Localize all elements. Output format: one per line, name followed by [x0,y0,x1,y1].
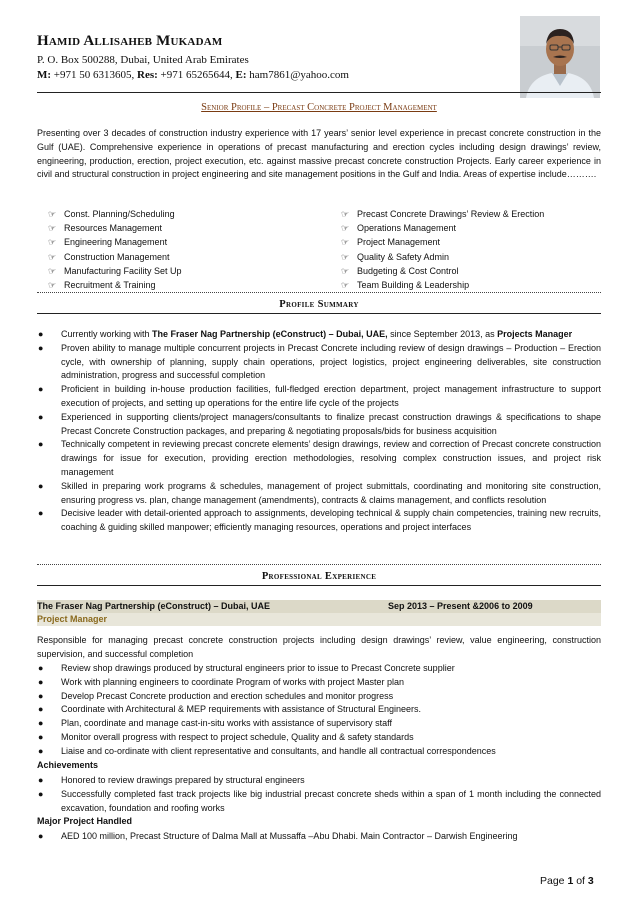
duty-text: Coordinate with Architectural & MEP requirements with assistance of Structural Engineers. [61,704,421,715]
expertise-label: Recruitment & Training [64,280,156,291]
bullet-icon: ● [38,690,44,701]
expertise-label: Construction Management [64,251,170,262]
expertise-label: Const. Planning/Scheduling [64,209,175,219]
email-address: ham7861@yahoo.com [249,69,349,81]
achievements-list [37,774,601,815]
list-item [37,507,601,535]
section-divider [37,564,601,565]
expertise-label: Operations Management [357,223,457,234]
duty-text: Monitor overall progress with respect to project schedule, Quality and & safety standards [61,731,414,742]
list-item [37,662,601,676]
res-label: Res: [137,69,158,81]
achievements-heading: Achievements [37,760,99,770]
email-label: E: [235,69,247,81]
intro-paragraph: Presenting over 3 decades of construction industry experience with 17 years’ senior level experience in precast concrete construction in the Gulf (UAE). Comprehensive experience in operations of precast manufacturing and erection cycles including design drawings’ review, engineering, production, erection, project execution, etc. against massive precast concrete construction Projects. Early career experience in civil and structural construction in project engineering and site management positions in the Gulf and India. Areas of expertise include………. [37,128,601,180]
bullet-icon: ● [38,508,44,519]
list-item [48,235,182,249]
list-item [37,690,601,704]
total-pages: 3 [587,875,594,887]
summary-text: since September 2013, as [387,329,498,339]
major-project-heading: Major Project Handled [37,816,133,826]
duty-text: Plan, coordinate and manage cast-in-situ works with assistance of supervisory staff [61,718,392,729]
bullet-icon: ● [38,831,44,841]
expertise-label: Budgeting & Cost Control [357,265,459,276]
section-divider [37,292,601,293]
pointing-hand-icon: ☞ [341,209,350,219]
bullet-icon: ● [38,411,44,422]
duty-text: Liaise and co-ordinate with client representative and consultants, and handle all contractual correspondences [61,745,496,756]
job-summary: Responsible for managing precast concrete construction projects including design drawings’ review, value engineering, construction supervision, and successful completion [37,635,601,659]
list-item [48,221,182,235]
summary-text: Currently working with [61,329,153,339]
list-item [48,207,182,221]
list-item [37,342,601,383]
summary-text: Skilled in preparing work programs & schedules, management of project submittals, coordinating and monitoring site construction, ensuring progress vs. plan, change management (amendments), contracts & claims management, and conflicts resolution [61,480,601,505]
list-item [37,830,601,844]
pointing-hand-icon: ☞ [341,237,350,248]
job-company: The Fraser Nag Partnership (eConstruct) – Dubai, UAE [37,601,271,611]
of-word: of [576,875,585,887]
list-item [341,207,544,221]
achievement-text: Honored to review drawings prepared by structural engineers [61,775,305,785]
section-rule [37,585,601,586]
expertise-label: Manufacturing Facility Set Up [64,265,182,276]
header-divider [37,92,601,93]
list-item [37,788,601,816]
expertise-label: Quality & Safety Admin [357,251,450,262]
expertise-list-left [48,207,182,292]
pointing-hand-icon: ☞ [48,209,57,219]
expertise-label: Resources Management [64,223,163,234]
bullet-icon: ● [38,480,44,491]
major-project-text: AED 100 million, Precast Structure of Dalma Mall at Mussaffa –Abu Dhabi. Main Contractor – Darwish Engineering [61,831,518,841]
bullet-icon: ● [38,718,44,729]
person-photo-icon [520,16,600,98]
res-number: +971 65265644, [160,69,233,81]
pointing-hand-icon: ☞ [341,251,350,262]
bullet-icon: ● [38,384,44,395]
pointing-hand-icon: ☞ [48,251,57,262]
job-duties-list [37,662,601,759]
job-header [37,600,601,613]
list-item [37,328,601,342]
experience-title: Professional Experience [261,571,377,582]
duty-text: Work with planning engineers to coordinate Program of works with project Master plan [61,676,404,687]
summary-role: Projects Manager [497,329,573,339]
list-item [37,703,601,717]
pointing-hand-icon: ☞ [48,223,57,234]
expertise-label: Precast Concrete Drawings’ Review & Erection [357,209,545,219]
duty-text: Develop Precast Concrete production and erection schedules and monitor progress [61,690,394,701]
profile-summary-title: Profile Summary [279,299,359,310]
bullet-icon: ● [38,731,44,742]
pointing-hand-icon: ☞ [341,265,350,276]
list-item [37,480,601,508]
list-item [37,676,601,690]
bullet-icon: ● [38,329,44,339]
pointing-hand-icon: ☞ [341,280,350,291]
pointing-hand-icon: ☞ [48,280,57,291]
mobile-label: M: [37,69,52,81]
job-role: Project Manager [37,613,601,626]
job-dates: Sep 2013 – Present &2006 to 2009 [388,601,533,611]
section-rule [37,313,601,314]
expertise-label: Engineering Management [64,237,168,248]
list-item [37,411,601,439]
list-item [37,774,601,788]
profile-title: Senior Profile – Precast Concrete Project Management [201,102,437,113]
list-item [37,383,601,411]
list-item [341,221,544,235]
bullet-icon: ● [38,439,44,450]
summary-text: Decisive leader with detail-oriented approach to assignments, developing technical & supply chain competencies, training new recruits, coaching & guiding skilled manpower; efficiently managing resources, operations and project interfaces [61,508,601,533]
summary-text: Proficient in building in-house production facilities, full-fledged erection department, project management infrastructure to support execution of projects, and setting up operations for the entire life cycle of the projects [61,384,601,408]
list-item [37,717,601,731]
list-item [48,264,182,278]
summary-text: Technically competent in reviewing precast concrete elements’ design drawings, review and correction of Precast concrete construction drawings for issue for execution, providing erection methodologies, resolving complex construction issues, and project risk management [61,439,601,477]
achievement-text: Successfully completed fast track projects like big industrial precast concrete sheds within a span of 1 month including the connected excavation, foundation and roofing works [61,788,601,813]
bullet-icon: ● [38,745,44,756]
bullet-icon: ● [38,704,44,715]
list-item [48,250,182,264]
summary-text: Proven ability to manage multiple concurrent projects in Precast Concrete including review of design drawings – Production – Erection cycle, with ownership of planning, supply chain operations, project logistics, project engineering deliverables, site construction administration, progress and successful completion [61,342,601,381]
pointing-hand-icon: ☞ [48,237,57,248]
page-word: Page [540,875,565,887]
expertise-label: Project Management [357,237,441,248]
bullet-icon: ● [38,342,44,353]
mobile-number: +971 50 6313605, [53,69,135,81]
major-project-list [37,830,601,844]
expertise-list-right [341,207,544,292]
bullet-icon: ● [38,676,44,687]
list-item [37,438,601,479]
bullet-icon: ● [38,775,44,785]
pointing-hand-icon: ☞ [341,223,350,234]
list-item [37,731,601,745]
list-item [37,745,601,759]
bullet-icon: ● [38,788,44,799]
list-item [341,264,544,278]
list-item [341,250,544,264]
postal-address: P. O. Box 500288, Dubai, United Arab Emirates [37,54,249,66]
list-item [48,278,182,292]
expertise-label: Team Building & Leadership [357,280,470,291]
candidate-name: Hamid Allisaheb Mukadam [37,33,223,49]
profile-photo [520,16,600,98]
summary-text: Experienced in supporting clients/project managers/consultants to finalize precast construction drawings & specifications to shape Precast Concrete Construction packages, and preparing & negotiating proposals/bids for business acquisition [61,411,601,436]
page-number [540,875,594,887]
summary-company: The Fraser Nag Partnership (eConstruct) – Dubai, UAE, [152,329,388,339]
profile-summary-list [37,328,601,535]
bullet-icon: ● [38,663,44,673]
list-item [341,278,544,292]
list-item [341,235,544,249]
contact-line [37,69,349,81]
pointing-hand-icon: ☞ [48,265,57,276]
current-page: 1 [567,875,574,887]
duty-text: Review shop drawings produced by structural engineers prior to issue to Precast Concrete supplier [61,663,455,673]
